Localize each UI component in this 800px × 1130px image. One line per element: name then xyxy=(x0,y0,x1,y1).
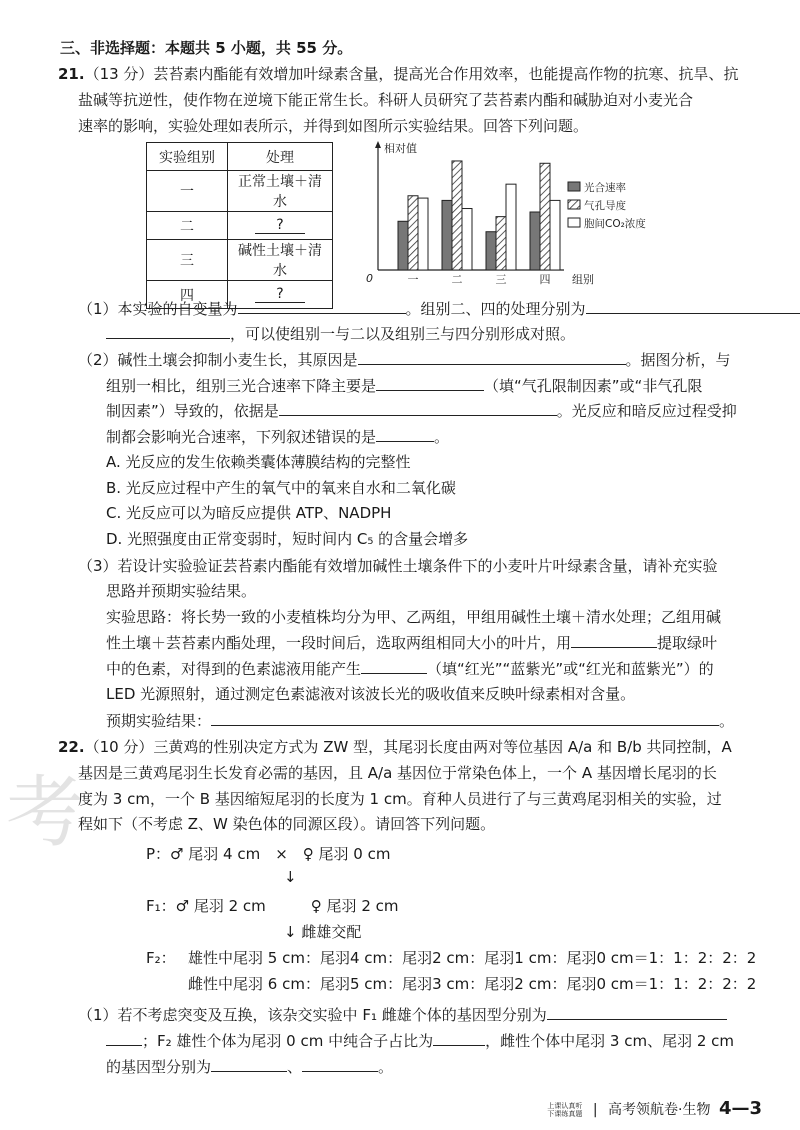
q21-intro-line1: 21.（13 分）芸苔素内酯能有效增加叶绿素含量，提高光合作用效率，也能提高作物的抗寒、抗旱、抗 xyxy=(58,65,739,83)
q21-intro-line2: 盐碱等抗逆性，使作物在逆境下能正常生长。科研人员研究了芸苔素内酯和碱胁迫对小麦光合 xyxy=(78,91,694,109)
answer-blank[interactable] xyxy=(586,297,800,314)
q22-part1-line1: （1）若不考虑突变及互换，该杂交实验中 F₁ 雌雄个体的基因型分别为 xyxy=(78,1003,727,1026)
legend-swatch xyxy=(568,182,580,191)
table-cell: 碱性土壤＋清水 xyxy=(228,240,333,281)
bar xyxy=(442,200,452,270)
cross-f1-generation: F₁：♂ 尾羽 2 cm ♀ 尾羽 2 cm xyxy=(146,897,399,915)
q22-number: 22. xyxy=(58,738,85,756)
unknown-treatment: ? xyxy=(255,286,305,303)
q21-part1-line1: （1）本实验的自变量为 。组别二、四的处理分别为 xyxy=(78,297,800,320)
bar xyxy=(540,163,550,270)
bar xyxy=(506,184,516,270)
option-d: D. 光照强度由正常变弱时，短时间内 C₅ 的含量会增多 xyxy=(106,530,469,548)
table-header-cell: 处理 xyxy=(228,143,333,171)
q21-part1-line2: ，可以使组别一与二以及组别三与四分别形成对照。 xyxy=(106,322,575,345)
q21-part3-line6: LED 光源照射，通过测定色素滤液对该波长光的吸收值来反映叶绿素相对含量。 xyxy=(106,685,636,703)
answer-blank[interactable] xyxy=(376,425,434,442)
bar xyxy=(462,209,472,270)
bar xyxy=(486,232,496,270)
y-axis-label: 相对值 xyxy=(384,142,417,155)
treatment-table xyxy=(146,142,333,309)
table-cell: 四 xyxy=(147,281,228,309)
answer-blank[interactable] xyxy=(106,1029,142,1046)
footer-page-number: 4—3 xyxy=(718,1098,762,1119)
footer-slogan-line2: 下课练真题 xyxy=(547,1110,583,1118)
table-row xyxy=(147,212,333,240)
answer-blank[interactable] xyxy=(571,631,657,648)
legend-entry: 光合速率 xyxy=(584,182,626,194)
x-tick-label: 一 xyxy=(407,273,419,286)
section-heading: 三、非选择题：本题共 5 小题，共 55 分。 xyxy=(60,39,353,57)
footer-slogan xyxy=(547,1102,582,1118)
table-row xyxy=(147,171,333,212)
table-header-cell: 实验组别 xyxy=(147,143,228,171)
answer-blank[interactable] xyxy=(433,1029,485,1046)
bar-chart xyxy=(362,140,702,288)
legend-entry: 气孔导度 xyxy=(584,200,626,212)
bar xyxy=(398,221,408,270)
footer-series: 高考领航卷·生物 xyxy=(608,1102,711,1118)
footer-slogan-line1: 上课认真听 xyxy=(547,1102,583,1110)
answer-blank[interactable] xyxy=(279,399,557,416)
x-tick-label: 四 xyxy=(539,273,551,286)
cross-parent-generation: P：♂ 尾羽 4 cm × ♀ 尾羽 0 cm xyxy=(146,845,391,863)
legend-swatch xyxy=(568,218,580,227)
table-cell: 正常土壤＋清水 xyxy=(228,171,333,212)
option-a: A. 光反应的发生依赖类囊体薄膜结构的完整性 xyxy=(106,453,411,471)
x-tick-label: 二 xyxy=(451,273,463,286)
page-footer: 上课认真听 下课练真题 | 高考领航卷·生物 4—3 xyxy=(547,1098,762,1119)
unknown-treatment: ? xyxy=(255,217,305,234)
answer-blank[interactable] xyxy=(211,1055,287,1072)
q22-part1-line2: ；F₂ 雄性个体为尾羽 0 cm 中纯合子占比为 ，雌性个体中尾羽 3 cm、尾羽 2 cm xyxy=(106,1029,734,1052)
answer-blank[interactable] xyxy=(358,348,626,365)
q21-part3-line2: 思路并预期实验结果。 xyxy=(106,582,257,600)
q22-intro-line2: 基因是三黄鸡尾羽生长发育必需的基因，且 A/a 基因位于常染色体上，一个 A 基因增长尾羽的长 xyxy=(78,764,717,782)
q21-part3-line3: 实验思路：将长势一致的小麦植株均分为甲、乙两组，甲组用碱性土壤＋清水处理；乙组用碱 xyxy=(106,608,722,626)
q21-part3-line7: 预期实验结果： 。 xyxy=(106,709,734,732)
q22-intro-line4: 程如下（不考虑 Z、W 染色体的同源区段）。请回答下列问题。 xyxy=(78,815,496,833)
q22-part1-line3: 的基因型分别为 、 。 xyxy=(106,1055,393,1078)
answer-blank[interactable] xyxy=(238,297,406,314)
table-row xyxy=(147,240,333,281)
origin-label: 0 xyxy=(366,272,373,285)
table-cell: 二 xyxy=(147,212,228,240)
answer-blank[interactable] xyxy=(361,657,427,674)
answer-blank[interactable] xyxy=(302,1055,378,1072)
y-axis-arrow xyxy=(375,141,381,148)
watermark: 考 xyxy=(6,768,85,858)
q21-part3-line1: （3）若设计实验验证芸苔素内酯能有效增加碱性土壤条件下的小麦叶片叶绿素含量，请补充实验 xyxy=(78,557,718,575)
x-axis-label: 组别 xyxy=(572,273,594,286)
bar xyxy=(496,217,506,270)
q21-part2-line1: （2）碱性土壤会抑制小麦生长，其原因是 。据图分析，与 xyxy=(78,348,731,371)
answer-blank[interactable] xyxy=(547,1003,727,1020)
q22-intro-line3: 度为 3 cm，一个 B 基因缩短尾羽的长度为 1 cm。育种人员进行了与三黄鸡尾羽相关的实验，过 xyxy=(78,790,722,808)
legend-swatch xyxy=(568,200,580,209)
q21-part2-line3: 制因素”）导致的，依据是 。光反应和暗反应过程受抑 xyxy=(106,399,737,422)
q21-part2-line2: 组别一相比，组别三光合速率下降主要是 （填“气孔限制因素”或“非气孔限 xyxy=(106,374,702,397)
q21-intro-line3: 速率的影响，实验处理如表所示，并得到如图所示实验结果。回答下列问题。 xyxy=(78,117,589,135)
bar xyxy=(418,198,428,270)
x-tick-label: 三 xyxy=(495,273,507,286)
q21-number: 21. xyxy=(58,65,85,83)
q21-part2-line4: 制都会影响光合速率，下列叙述错误的是 。 xyxy=(106,425,449,448)
answer-blank[interactable] xyxy=(376,374,484,391)
option-c: C. 光反应可以为暗反应提供 ATP、NADPH xyxy=(106,504,392,522)
bar xyxy=(408,196,418,270)
answer-blank[interactable] xyxy=(211,709,719,726)
q22-intro-line1: 22.（10 分）三黄鸡的性别决定方式为 ZW 型，其尾羽长度由两对等位基因 A/a 和 B/b 共同控制，A xyxy=(58,738,732,756)
f2-female-ratio: 雌性中尾羽 6 cm：尾羽5 cm：尾羽3 cm：尾羽2 cm：尾羽0 cm＝1：1：2：2：2 xyxy=(188,975,757,993)
bar xyxy=(452,161,462,270)
f2-male-ratio: 雄性中尾羽 5 cm：尾羽4 cm：尾羽2 cm：尾羽1 cm：尾羽0 cm＝1：1：2：2：2 xyxy=(188,949,757,967)
cross-f2-label: F₂： xyxy=(146,949,176,967)
answer-blank[interactable] xyxy=(106,322,230,339)
cross-arrow: ↓ xyxy=(284,868,297,886)
q21-part3-line4: 性土壤＋芸苔素内酯处理，一段时间后，选取两组相同大小的叶片，用 提取绿叶 xyxy=(106,631,717,654)
option-b: B. 光反应过程中产生的氧气中的氧来自水和二氧化碳 xyxy=(106,479,456,497)
legend-entry: 胞间CO₂浓度 xyxy=(584,218,646,230)
bar xyxy=(530,212,540,270)
cross-mating-arrow: ↓ 雌雄交配 xyxy=(284,923,362,941)
table-header-row xyxy=(147,143,333,171)
table-cell: 三 xyxy=(147,240,228,281)
q21-part3-line5: 中的色素，对得到的色素滤液用能产生 （填“红光”“蓝紫光”或“红光和蓝紫光”）的 xyxy=(106,657,714,680)
bar xyxy=(550,200,560,270)
table-cell xyxy=(228,212,333,240)
table-cell: 一 xyxy=(147,171,228,212)
